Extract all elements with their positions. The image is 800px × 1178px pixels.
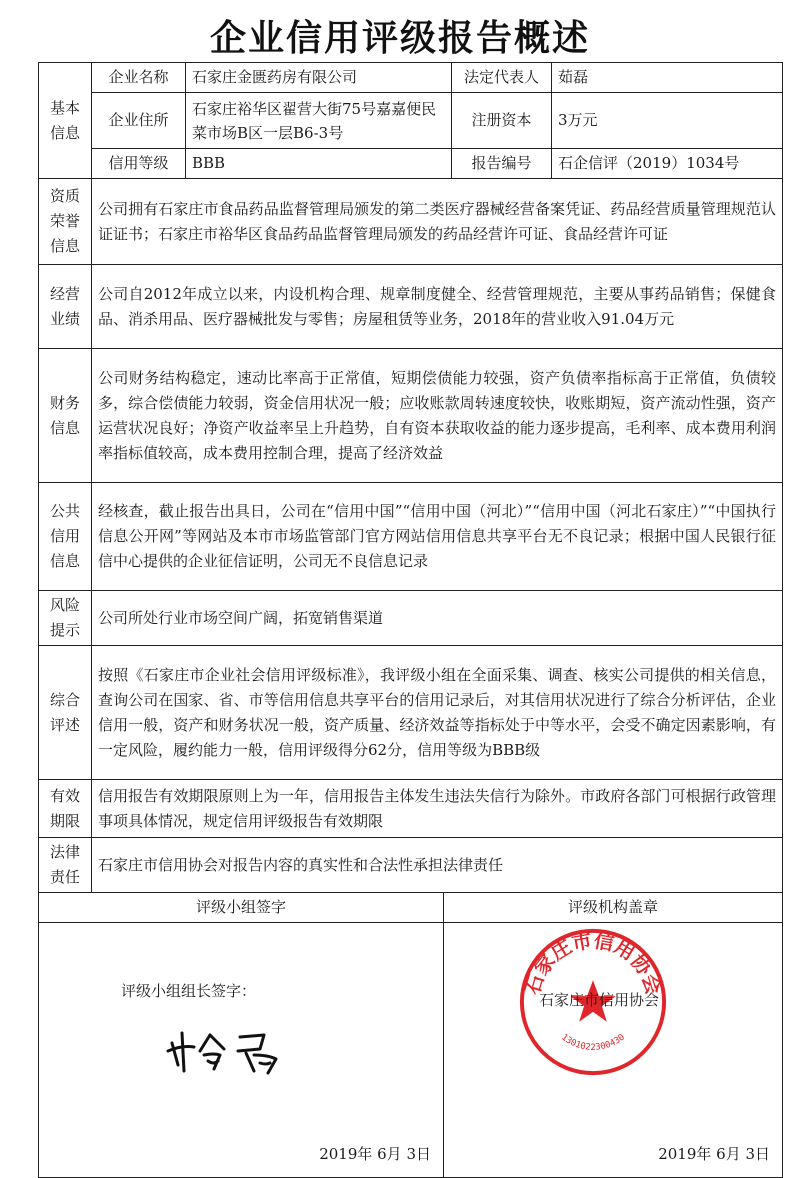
section-validity-label: 有效期限 (39, 780, 92, 838)
report-number-label: 报告编号 (452, 149, 552, 179)
section-label: 基本信息 (49, 98, 80, 142)
section-public-label: 公共信用信息 (39, 483, 92, 591)
credit-grade-value: BBB (186, 149, 452, 179)
team-leader-signature-label: 评级小组组长签字： (121, 982, 257, 1000)
credit-grade-label: 信用等级 (92, 149, 186, 179)
section-business-text: 公司自2012年成立以来，内设机构合理、规章制度健全、经营管理规范，主要从事药品销售；保健食品、消杀用品、医疗器械批发与零售；房屋租赁等业务，2018年的营业收入91.04万元 (92, 265, 783, 349)
rating-agency-seal-area (444, 923, 783, 1178)
signature-date: 2019年 6月 3日 (319, 1145, 431, 1163)
capital-value: 3万元 (552, 93, 783, 149)
section-legal-label: 法律责任 (39, 838, 92, 893)
report-number-value: 石企信评（2019）1034号 (552, 149, 783, 179)
seal-code-text: 1301022300430 (559, 1032, 627, 1053)
company-name-label: 企业名称 (92, 63, 186, 93)
company-name-value: 石家庄金匮药房有限公司 (186, 63, 452, 93)
section-legal-text: 石家庄市信用协会对报告内容的真实性和合法性承担法律责任 (92, 838, 783, 893)
section-basic-info (39, 63, 92, 179)
address-label: 企业住所 (92, 93, 186, 149)
rating-agency-name: 石家庄市信用协会 (539, 991, 660, 1009)
section-honor-text: 公司拥有石家庄市食品药品监督管理局颁发的第二类医疗器械经营备案凭证、药品经营质量管理规范认证证书；石家庄市裕华区食品药品监督管理局颁发的药品经营许可证、食品经营许可证 (92, 179, 783, 265)
legal-rep-value: 茹磊 (552, 63, 783, 93)
section-validity-text: 信用报告有效期限原则上为一年，信用报告主体发生违法失信行为除外。市政府各部门可根据行政管理事项具体情况，规定信用评级报告有效期限 (92, 780, 783, 838)
page-title: 企业信用评级报告概述 (209, 18, 590, 59)
address-value: 石家庄裕华区翟营大街75号嘉嘉便民菜市场B区一层B6-3号 (186, 93, 452, 149)
rating-agency-seal-header: 评级机构盖章 (444, 893, 783, 923)
section-honor-label: 资质荣誉信息 (39, 179, 92, 265)
section-finance-label: 财务信息 (39, 349, 92, 483)
section-risk-label: 风险提示 (39, 591, 92, 646)
seal-ring-text: 石家庄市信用协会 (519, 928, 667, 998)
section-summary-label: 综合评述 (39, 646, 92, 780)
rating-team-signature-header: 评级小组签字 (39, 893, 444, 923)
section-summary-text: 按照《石家庄市企业社会信用评级标准》，我评级小组在全面采集、调查、核实公司提供的相关信息，查询公司在国家、省、市等信用信息共享平台的信用记录后，对其信用状况进行了综合分析评估，企业信用一般，资产和财务状况一般，资产质量、经济效益等指标处于中等水平，会受不确定因素影响，有一定风险，履约能力一般，信用评级得分62分，信用等级为BBB级 (92, 646, 783, 780)
handwritten-signature (164, 1025, 294, 1075)
rating-team-signature-area (39, 923, 444, 1178)
section-business-label: 经营业绩 (39, 265, 92, 349)
section-risk-text: 公司所处行业市场空间广阔，拓宽销售渠道 (92, 591, 783, 646)
section-public-text: 经核查，截止报告出具日，公司在“信用中国”“信用中国（河北）”“信用中国（河北石家庄）”“中国执行信息公开网”等网站及本市市场监管部门官方网站信用信息共享平台无不良记录；根据中国人民银行征信中心提供的企业征信证明，公司无不良信息记录 (92, 483, 783, 591)
capital-label: 注册资本 (452, 93, 552, 149)
seal-date: 2019年 6月 3日 (658, 1145, 771, 1163)
report-table (38, 62, 783, 1178)
section-finance-text: 公司财务结构稳定，速动比率高于正常值，短期偿债能力较强，资产负债率指标高于正常值，负债较多，综合偿债能力较弱，资金信用状况一般；应收账款周转速度较快，收账期短，资产流动性强，资产运营状况良好；净资产收益率呈上升趋势，自有资本获取收益的能力逐步提高，毛利率、成本费用利润率指标值较高，成本费用控制合理，提高了经济效益 (92, 349, 783, 483)
legal-rep-label: 法定代表人 (452, 63, 552, 93)
